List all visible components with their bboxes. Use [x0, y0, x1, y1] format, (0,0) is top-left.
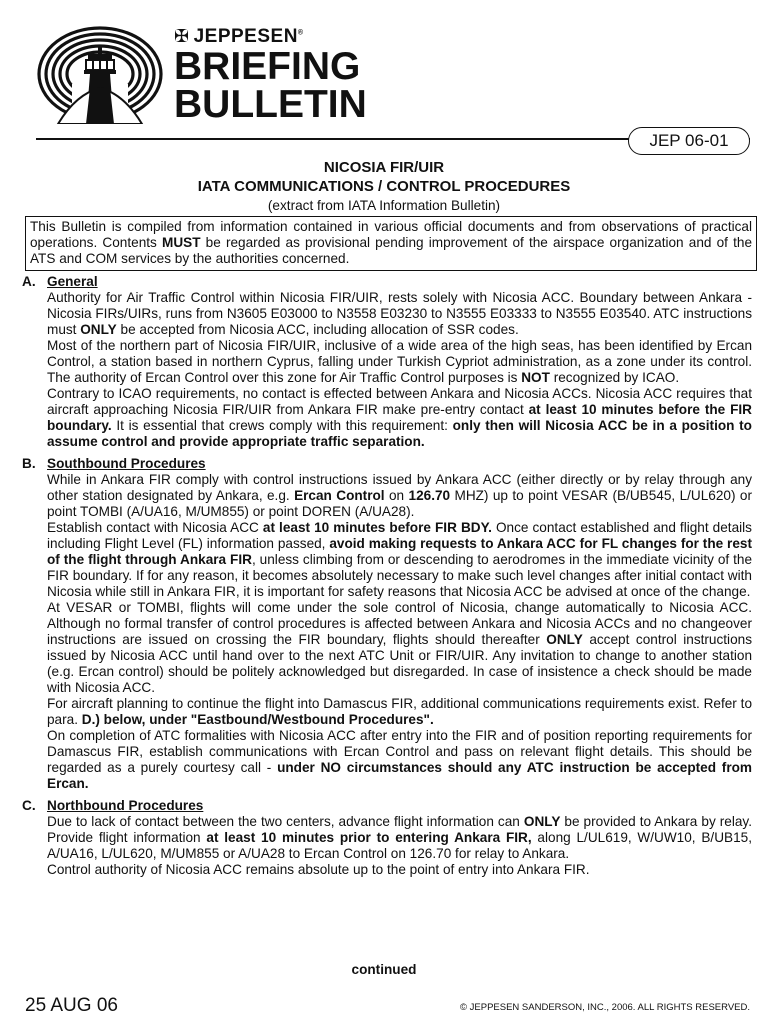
- paragraph: Control authority of Nicosia ACC remains absolute up to the point of entry into Ankara FIR.: [47, 862, 590, 877]
- paragraph: Contrary to ICAO requirements, no contact is effected between Ankara and Nicosia ACCs. Nicosia ACC requires that aircraft approaching Nicosia FIR/UIR from Ankara FIR make pre-entry contact at least 10 minutes before the FIR boundary. It is essential that crews comply with this requirement: only then will Nicosia ACC be in a position to assume control and provide appropriate traffic separation.: [47, 386, 752, 449]
- paragraph: On completion of ATC formalities with Nicosia ACC after entry into the FIR and of position reporting requirements for Damascus FIR, establish communications with Ercan Control and pass on relevant flight details. This should be regarded as a purely courtesy call - under NO circumstances should any ATC instruction be accepted from Ercan.: [47, 728, 752, 791]
- issue-date: 25 AUG 06: [25, 995, 118, 1016]
- title-briefing: BRIEFING: [174, 45, 361, 88]
- bulletin-number-badge: JEP 06-01: [628, 127, 750, 155]
- title-bulletin: BULLETIN: [174, 83, 367, 126]
- notice-emphasis: MUST: [162, 235, 201, 250]
- paragraph: While in Ankara FIR comply with control instructions issued by Ankara ACC (either directly or by relay through any other station designated by Ankara, e.g. Ercan Control on 126.70 MHZ) up to point VESAR (B/UB545, L/UL620) or point TOMBI (A/UA16, M/UM855) or point DOREN (A/UA28).: [47, 472, 752, 519]
- paragraph: Most of the northern part of Nicosia FIR/UIR, inclusive of a wide area of the high seas, has been identified by Ercan Control, a station based in northern Cyprus, falling under Turkish Cypriot administration, as a zone under its control. The authority of Ercan Control over this zone for Air Traffic Control purposes is NOT recognized by ICAO.: [47, 338, 752, 385]
- bulletin-body: [22, 274, 752, 884]
- section-label: A.: [22, 274, 36, 289]
- notice-text: be regarded as provisional pending improvement of the airspace organization and of the ATS and COM services by the authorities concerned.: [30, 235, 753, 266]
- copyright-notice: © JEPPESEN SANDERSON, INC., 2006. ALL RIGHTS RESERVED.: [460, 1002, 750, 1013]
- heading-source: (extract from IATA Information Bulletin): [267, 198, 501, 213]
- paragraph: Due to lack of contact between the two centers, advance flight information can ONLY be provided to Ankara by relay. Provide flight information at least 10 minutes prior to entering Ankara FIR, along L/UL619, W/UW10, B/UB15, A/UA16, L/UL620, M/UM855 or A/UA28 to Ercan Control on 126.70 for relay to Ankara.: [47, 814, 752, 861]
- section-title: Southbound Procedures: [47, 456, 206, 471]
- continued-note: continued: [351, 962, 417, 977]
- paragraph: Establish contact with Nicosia ACC at least 10 minutes before FIR BDY. Once contact established and flight details including Flight Level (FL) information passed, avoid making requests to Ankara ACC for FL changes for the rest of the flight through Ankara FIR, unless climbing from or descending to aerodromes in the immediate vicinity of the FIR boundary. If for any reason, it becomes absolutely necessary to make such level changes after initial contact with Nicosia while still in Ankara FIR, it is important for safety reasons that Nicosia ACC be advised at once of the change.: [47, 520, 753, 599]
- section-label: C.: [22, 798, 36, 813]
- paragraph: At VESAR or TOMBI, flights will come under the sole control of Nicosia, change automatically to Nicosia ACC. Although no formal transfer of control procedures is affected between Ankara and Nicosia ACCs and no changeover instructions are issued on crossing the FIR boundary, flights should thereafter ONLY accept control instructions issued by Nicosia ACC until hand over to the next ATC Unit or FIR/UIR. Any invitation to change to another station (e.g. Ercan control) should be politely acknowledged but disregarded. In case of insistence a check should be made with Nicosia ACC.: [47, 600, 752, 695]
- heading-procedures: IATA COMMUNICATIONS / CONTROL PROCEDURES: [197, 178, 571, 195]
- section-label: B.: [22, 456, 36, 471]
- jeppesen-tower-logo-icon: [36, 24, 164, 124]
- section-southbound: [22, 456, 752, 792]
- section-general: [22, 274, 752, 450]
- notice-text: This Bulletin is compiled from information contained in various official documents and from observations of practical operations. Contents: [30, 219, 752, 250]
- jeppesen-mark-icon: ✠: [174, 26, 190, 46]
- section-northbound: [22, 798, 752, 878]
- brand-text: JEPPESEN: [193, 26, 298, 47]
- notice-box: [25, 216, 757, 271]
- registered-mark: ®: [297, 29, 304, 37]
- paragraph: Authority for Air Traffic Control within Nicosia FIR/UIR, rests solely with Nicosia ACC. Boundary between Ankara - Nicosia FIRs/UIRs, runs from N3605 E03000 to N3558 E03230 to N3555 E03333 to N3555 E03540. ATC instructions must ONLY be accepted from Nicosia ACC, including allocation of SSR codes.: [47, 290, 752, 337]
- section-title: Northbound Procedures: [47, 798, 204, 813]
- paragraph: For aircraft planning to continue the flight into Damascus FIR, additional communications requirements exist. Refer to para. D.) below, under "Eastbound/Westbound Procedures".: [47, 696, 752, 727]
- heading-fir: NICOSIA FIR/UIR: [323, 159, 445, 176]
- section-title: General: [47, 274, 98, 289]
